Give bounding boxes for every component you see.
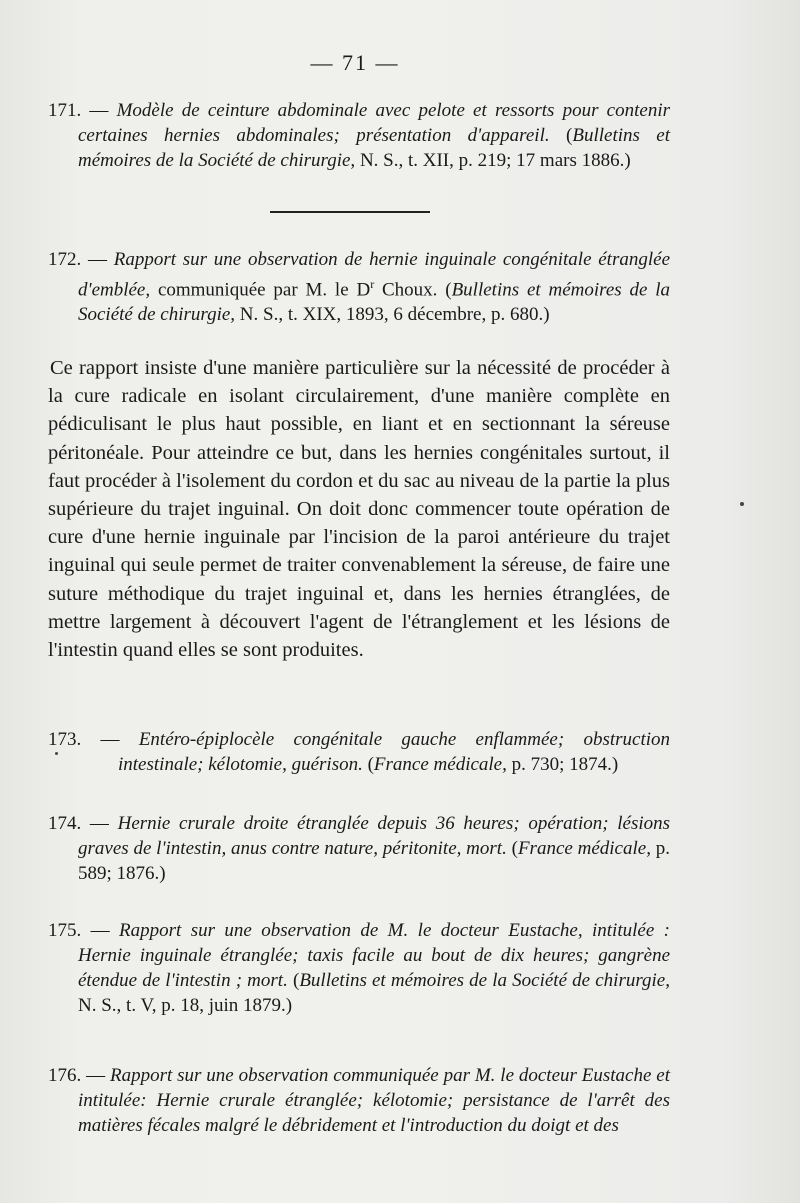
source-paren: ( (549, 125, 573, 146)
entry-text-2: Choux. ( (374, 279, 452, 301)
entry-source-detail: N. S., t. XIX, 1893, 6 décembre, p. 680.) (235, 304, 550, 326)
page-speck (740, 502, 744, 506)
entry-number: 175. — (48, 920, 120, 941)
entry-number: 176. — (48, 1065, 110, 1086)
entry-title: Entéro-épiplocèle congénitale gauche enflammée; obstruction intestinale; kélotomie, guérison. (118, 729, 671, 775)
entry-176 (48, 1063, 670, 1138)
entry-title: Hernie crurale droite étranglée depuis 36 heures; opération; lésions graves de l'intestin, anus contre nature, péritonite, mort. (78, 813, 671, 859)
section-divider (270, 211, 430, 213)
entry-source-detail: N. S., t. V, p. 18, juin 1879.) (78, 995, 293, 1016)
entry-source-detail: N. S., t. XII, p. 219; 17 mars 1886.) (355, 150, 631, 171)
entry-title: Rapport sur une observation de M. le docteur Eustache, intitulée : Hernie inguinale étranglée; taxis facile au bout de dix heures; gangrène étendue de l'intestin ; mort. (78, 920, 670, 991)
page-speck (55, 752, 58, 755)
source-paren: ( (506, 838, 518, 859)
entry-title: Rapport sur une observation communiquée par M. le docteur Eustache et intitulée: Hernie crurale étranglée; kélotomie; persistance de l'arrêt des matières fécales malgré le débridement et l'introduction du doigt et des (78, 1065, 671, 1136)
superscript: r (370, 277, 375, 291)
entry-number: 171. — (48, 100, 117, 121)
entry-172 (48, 247, 670, 327)
paragraph-text: Ce rapport insiste d'une manière particulière sur la nécessité de procéder à la cure radicale en isolant circulairement, d'une manière complète en pédiculisant le plus haut possible, en liant et en sectionnant la séreuse péritonéale. Pour atteindre ce but, dans les hernies congénitales surtout, il faut procéder à l'isolement du cordon et du sac au niveau de la partie la plus supérieure du trajet inguinal. On doit donc commencer toute opération de cure d'une hernie inguinale par l'incision de la paroi antérieure du trajet inguinal qui seule permet de traiter convenablement la séreuse, de faire une suture méthodique du trajet inguinal et, dans les hernies étranglées, de mettre largement à découvert l'agent de l'étranglement et les lésions de l'intestin quand elles se sont produites. (48, 357, 670, 662)
entry-title: Modèle de ceinture abdominale avec pelote et ressorts pour contenir certaines hernies abdominales; présentation d'appareil. (78, 100, 670, 146)
page-number: — 71 — (310, 50, 400, 75)
entry-174 (48, 811, 670, 886)
entry-title: Rapport sur une observation de hernie inguinale congénitale étranglée d'emblée, (78, 249, 670, 301)
source-paren: ( (362, 754, 374, 775)
entry-text: communiquée par M. le D (150, 279, 371, 301)
entry-source: Bulletins et mémoires de la Société de chirurgie, (299, 970, 670, 991)
entry-number: 172. — (48, 249, 114, 270)
entry-source-detail: p. 730; 1874.) (506, 754, 619, 775)
entry-number: 173. — (48, 729, 139, 750)
entry-175 (48, 918, 670, 1018)
entry-number: 174. — (48, 813, 118, 834)
entry-171 (48, 98, 670, 173)
source-paren: ( (287, 970, 300, 991)
entry-source: France médicale, (373, 754, 507, 775)
entry-source: Bulletins et mémoires de la Société de chirurgie, (78, 279, 670, 326)
commentary-paragraph (48, 354, 670, 664)
entry-source-detail: p. 589; 1876.) (78, 838, 670, 884)
entry-source: France médicale, (517, 838, 651, 859)
entry-source: Bulletins et mémoires de la Société de chirurgie, (78, 125, 671, 171)
entry-173 (48, 727, 670, 777)
